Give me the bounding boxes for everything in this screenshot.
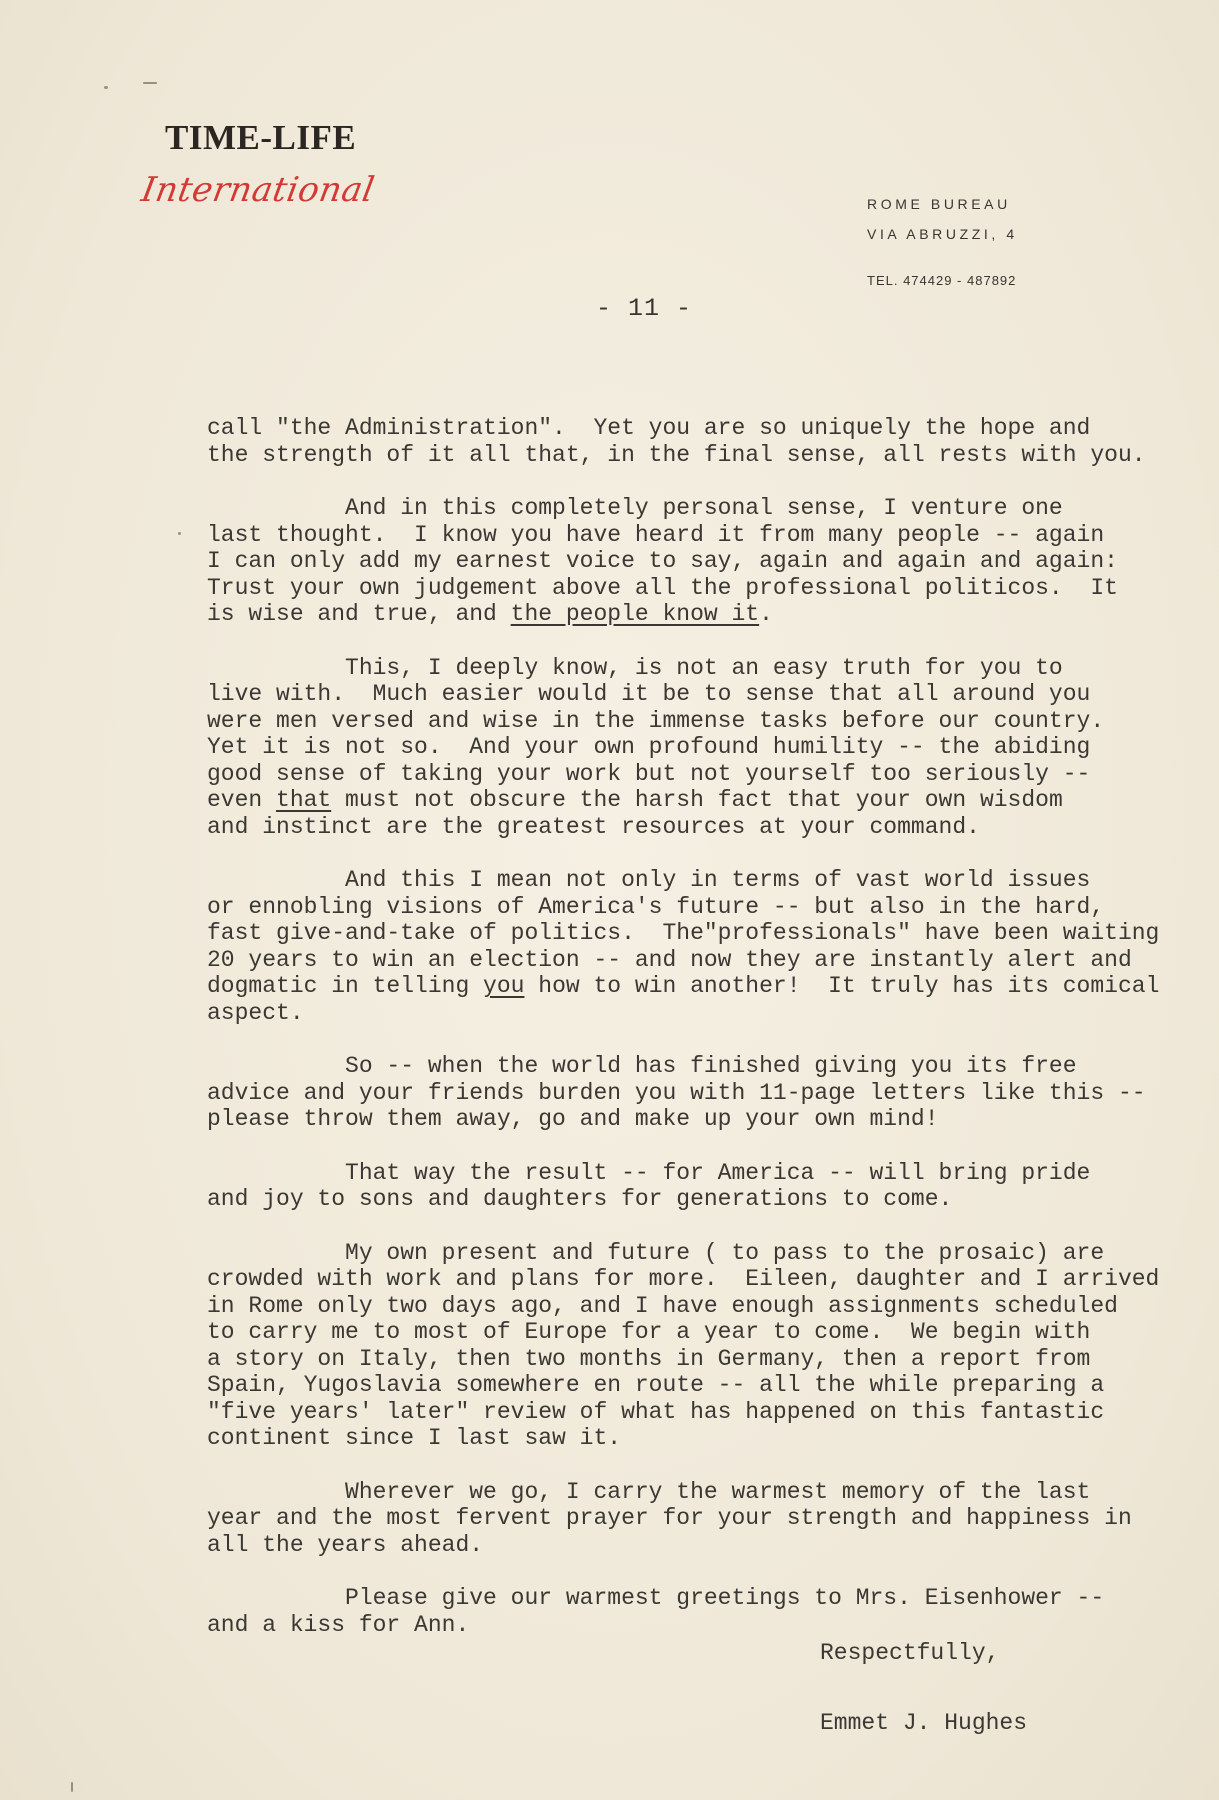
text-fragment: is wise and true, and (207, 601, 511, 627)
paper-speck (143, 82, 157, 84)
text-line: Yet it is not so. And your own profound humility -- the abiding (207, 734, 1091, 760)
text-line: 20 years to win an election -- and now they are instantly alert and (207, 946, 1132, 973)
text-line (207, 973, 1187, 1000)
text-line: advice and your friends burden you with 11-page letters like this -- (207, 1079, 1146, 1106)
text-line: Please give our warmest greetings to Mrs. Eisenhower -- (207, 1585, 1105, 1611)
page-number: - 11 - (596, 294, 693, 323)
text-line: good sense of taking your work but not yourself too seriously -- (207, 760, 1091, 787)
text-line: in Rome only two days ago, and I have enough assignments scheduled (207, 1292, 1118, 1319)
text-line: So -- when the world has finished giving you its free (207, 1053, 1077, 1079)
paragraph-5 (207, 1053, 1187, 1133)
text-line: all the years ahead. (207, 1531, 484, 1558)
text-line: This, I deeply know, is not an easy truth for you to (207, 654, 1063, 681)
text-fragment: how to win another! It truly has its comical (524, 973, 1160, 999)
text-line: were men versed and wise in the immense tasks before our country. (207, 707, 1105, 734)
text-line: That way the result -- for America -- will bring pride (207, 1159, 1091, 1186)
text-line: "five years' later" review of what has happened on this fantastic (207, 1398, 1105, 1425)
paper-speck (71, 1782, 73, 1792)
text-line: and instinct are the greatest resources at your command. (207, 813, 980, 840)
paragraph-4 (207, 867, 1187, 1026)
letterhead-brand: TIME-LIFE (165, 118, 357, 157)
text-line (207, 787, 1187, 814)
paragraph-7 (207, 1240, 1187, 1452)
paragraph-9 (207, 1585, 1187, 1638)
text-line: a story on Italy, then two months in Germany, then a report from (207, 1345, 1091, 1372)
closing-salutation: Respectfully, (820, 1640, 1000, 1666)
text-line: Spain, Yugoslavia somewhere en route -- all the while preparing a (207, 1372, 1105, 1398)
text-fragment: dogmatic in telling (207, 973, 484, 999)
text-line: last thought. I know you have heard it from many people -- again (207, 521, 1105, 548)
bureau-name: ROME BUREAU (867, 196, 1011, 212)
letterhead-brand-script: International (138, 170, 378, 210)
text-line: live with. Much easier would it be to sense that all around you (207, 681, 1091, 707)
text-line: My own present and future ( to pass to the prosaic) are (207, 1239, 1105, 1266)
paragraph-3 (207, 655, 1187, 841)
text-line: and a kiss for Ann. (207, 1611, 470, 1638)
paragraph-6 (207, 1160, 1187, 1213)
bureau-telephone: TEL. 474429 - 487892 (867, 273, 1017, 288)
text-fragment: even (207, 787, 277, 813)
text-line: fast give-and-take of politics. The"professionals" have been waiting (207, 920, 1160, 946)
paragraph-8 (207, 1479, 1187, 1559)
text-line: or ennobling visions of America's future -- but also in the hard, (207, 893, 1105, 920)
text-line: please throw them away, go and make up your own mind! (207, 1106, 939, 1132)
underlined-phrase: the people know it (510, 601, 760, 627)
bureau-address: VIA ABRUZZI, 4 (867, 226, 1018, 242)
text-line: And in this completely personal sense, I venture one (207, 495, 1063, 521)
underlined-word: you (483, 973, 525, 999)
text-line: is wise and true, and the people know it. (207, 601, 773, 627)
text-line: call "the Administration". Yet you are so uniquely the hope and (207, 415, 1091, 441)
letter-body (207, 415, 1187, 1665)
text-line: And this I mean not only in terms of vast world issues (207, 867, 1091, 893)
signature-name: Emmet J. Hughes (820, 1710, 1028, 1736)
underlined-word: that (276, 787, 332, 813)
paragraph-1 (207, 415, 1187, 468)
text-line: the strength of it all that, in the final sense, all rests with you. (207, 441, 1146, 468)
text-line: continent since I last saw it. (207, 1425, 622, 1451)
text-line: I can only add my earnest voice to say, again and again and again: (207, 548, 1118, 574)
text-line: and joy to sons and daughters for generations to come. (207, 1186, 953, 1212)
paper-speck (104, 86, 108, 89)
text-line: Wherever we go, I carry the warmest memory of the last (207, 1478, 1091, 1505)
text-line: to carry me to most of Europe for a year to come. We begin with (207, 1319, 1091, 1345)
text-line: aspect. (207, 999, 304, 1026)
text-fragment: must not obscure the harsh fact that your own wisdom (331, 787, 1063, 813)
paragraph-2 (207, 495, 1187, 628)
text-line: Trust your own judgement above all the professional politicos. It (207, 574, 1118, 601)
text-line: year and the most fervent prayer for your strength and happiness in (207, 1505, 1132, 1531)
text-line: crowded with work and plans for more. Eileen, daughter and I arrived (207, 1266, 1160, 1292)
paper-speck (178, 532, 181, 535)
